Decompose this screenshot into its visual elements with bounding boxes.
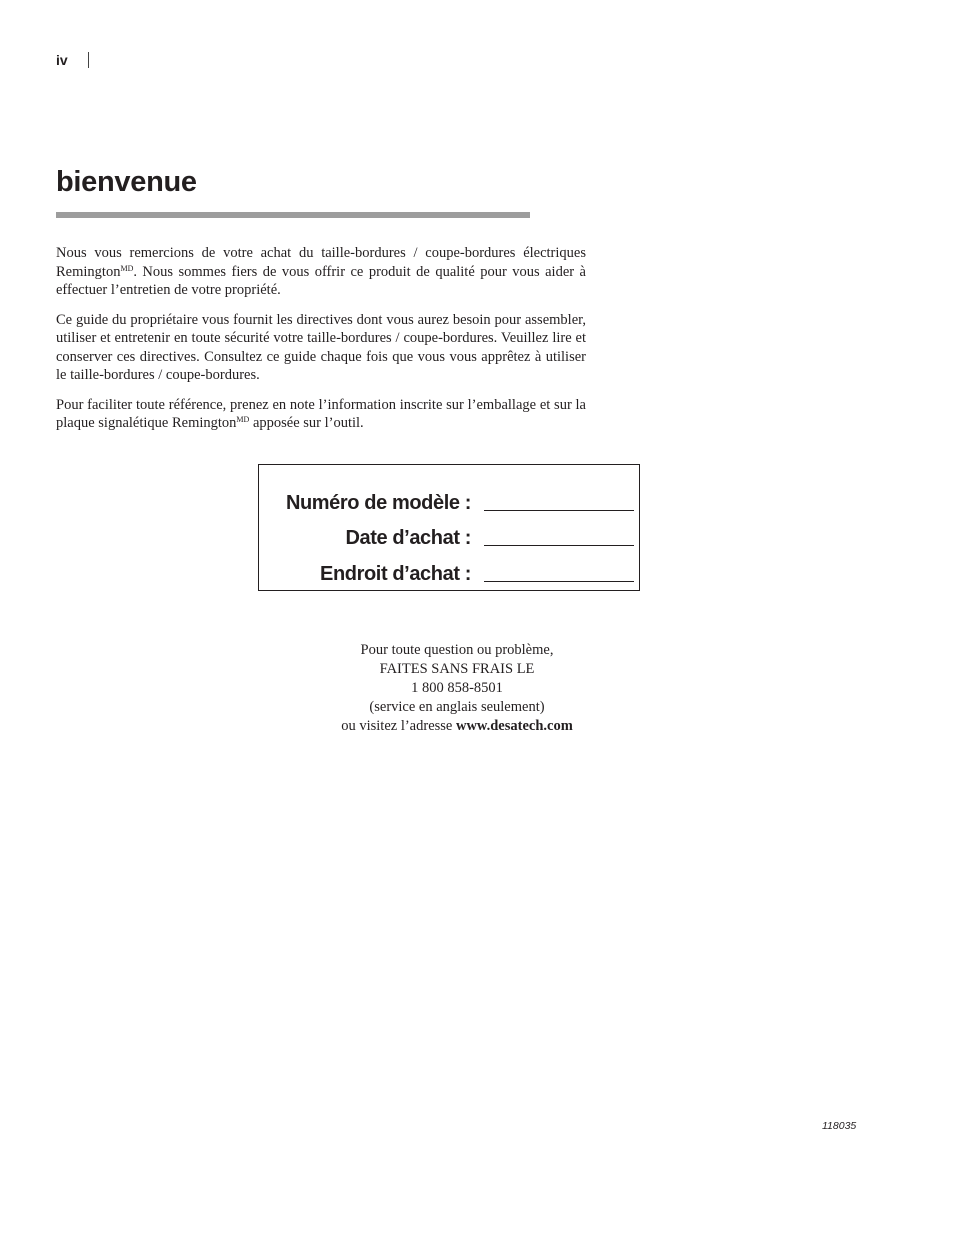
contact-line-4: (service en anglais seulement) xyxy=(369,699,545,715)
model-number-blank-line xyxy=(484,510,634,511)
title-underline-rule xyxy=(56,212,530,218)
purchase-place-label: Endroit d’achat : xyxy=(320,562,471,585)
contact-line-5: ou visitez l’adresse www.desatech.com xyxy=(341,718,573,734)
purchase-date-blank-line xyxy=(484,545,634,546)
purchase-info-box xyxy=(258,464,640,591)
model-number-label: Numéro de modèle : xyxy=(285,491,471,514)
purchase-place-blank-line xyxy=(484,581,634,582)
page-header xyxy=(56,52,89,68)
purchase-date-label: Date d’achat : xyxy=(345,527,471,549)
model-number-row xyxy=(259,479,639,515)
contact-info xyxy=(300,641,614,736)
intro-paragraph-1: Nous vous remercions de votre achat du taille-bordures / coupe-bordures électriques Remington$^{MD}$. Nous sommes fiers de vous offrir ce produit de qualité pour vous aider à effectuer l’entretien de votre propriété. xyxy=(56,245,586,298)
intro-text xyxy=(56,244,586,444)
page-number: iv xyxy=(56,52,68,68)
contact-line-2: FAITES SANS FRAIS LE xyxy=(379,661,535,677)
purchase-date-row xyxy=(259,515,639,551)
contact-line-1: Pour toute question ou problème, xyxy=(360,642,554,658)
header-separator xyxy=(88,52,89,68)
trademark-superscript: MD xyxy=(236,415,250,424)
document-code: 118035 xyxy=(822,1120,857,1132)
contact-phone: 1 800 858-8501 xyxy=(411,680,503,696)
trademark-superscript: MD xyxy=(120,263,134,273)
intro-paragraph-2: Ce guide du propriétaire vous fournit les directives dont vous aurez besoin pour assembler, utiliser et entretenir en toute sécurité votre taille-bordures / coupe-bordures. Veuillez lire et conserver ces directives. Consultez ce guide chaque fois que vous vous apprêtez à utiliser le taille-bordures / coupe-bordures. xyxy=(56,311,586,383)
page-title: bienvenue xyxy=(56,166,197,198)
website-link[interactable]: www.desatech.com xyxy=(455,718,573,734)
purchase-place-row xyxy=(259,550,639,586)
intro-paragraph-3: Pour faciliter toute référence, prenez en note l’information inscrite sur l’emballage et sur la plaque signalétique Remington$^{MD}$ apposée sur l’outil. xyxy=(56,396,586,431)
